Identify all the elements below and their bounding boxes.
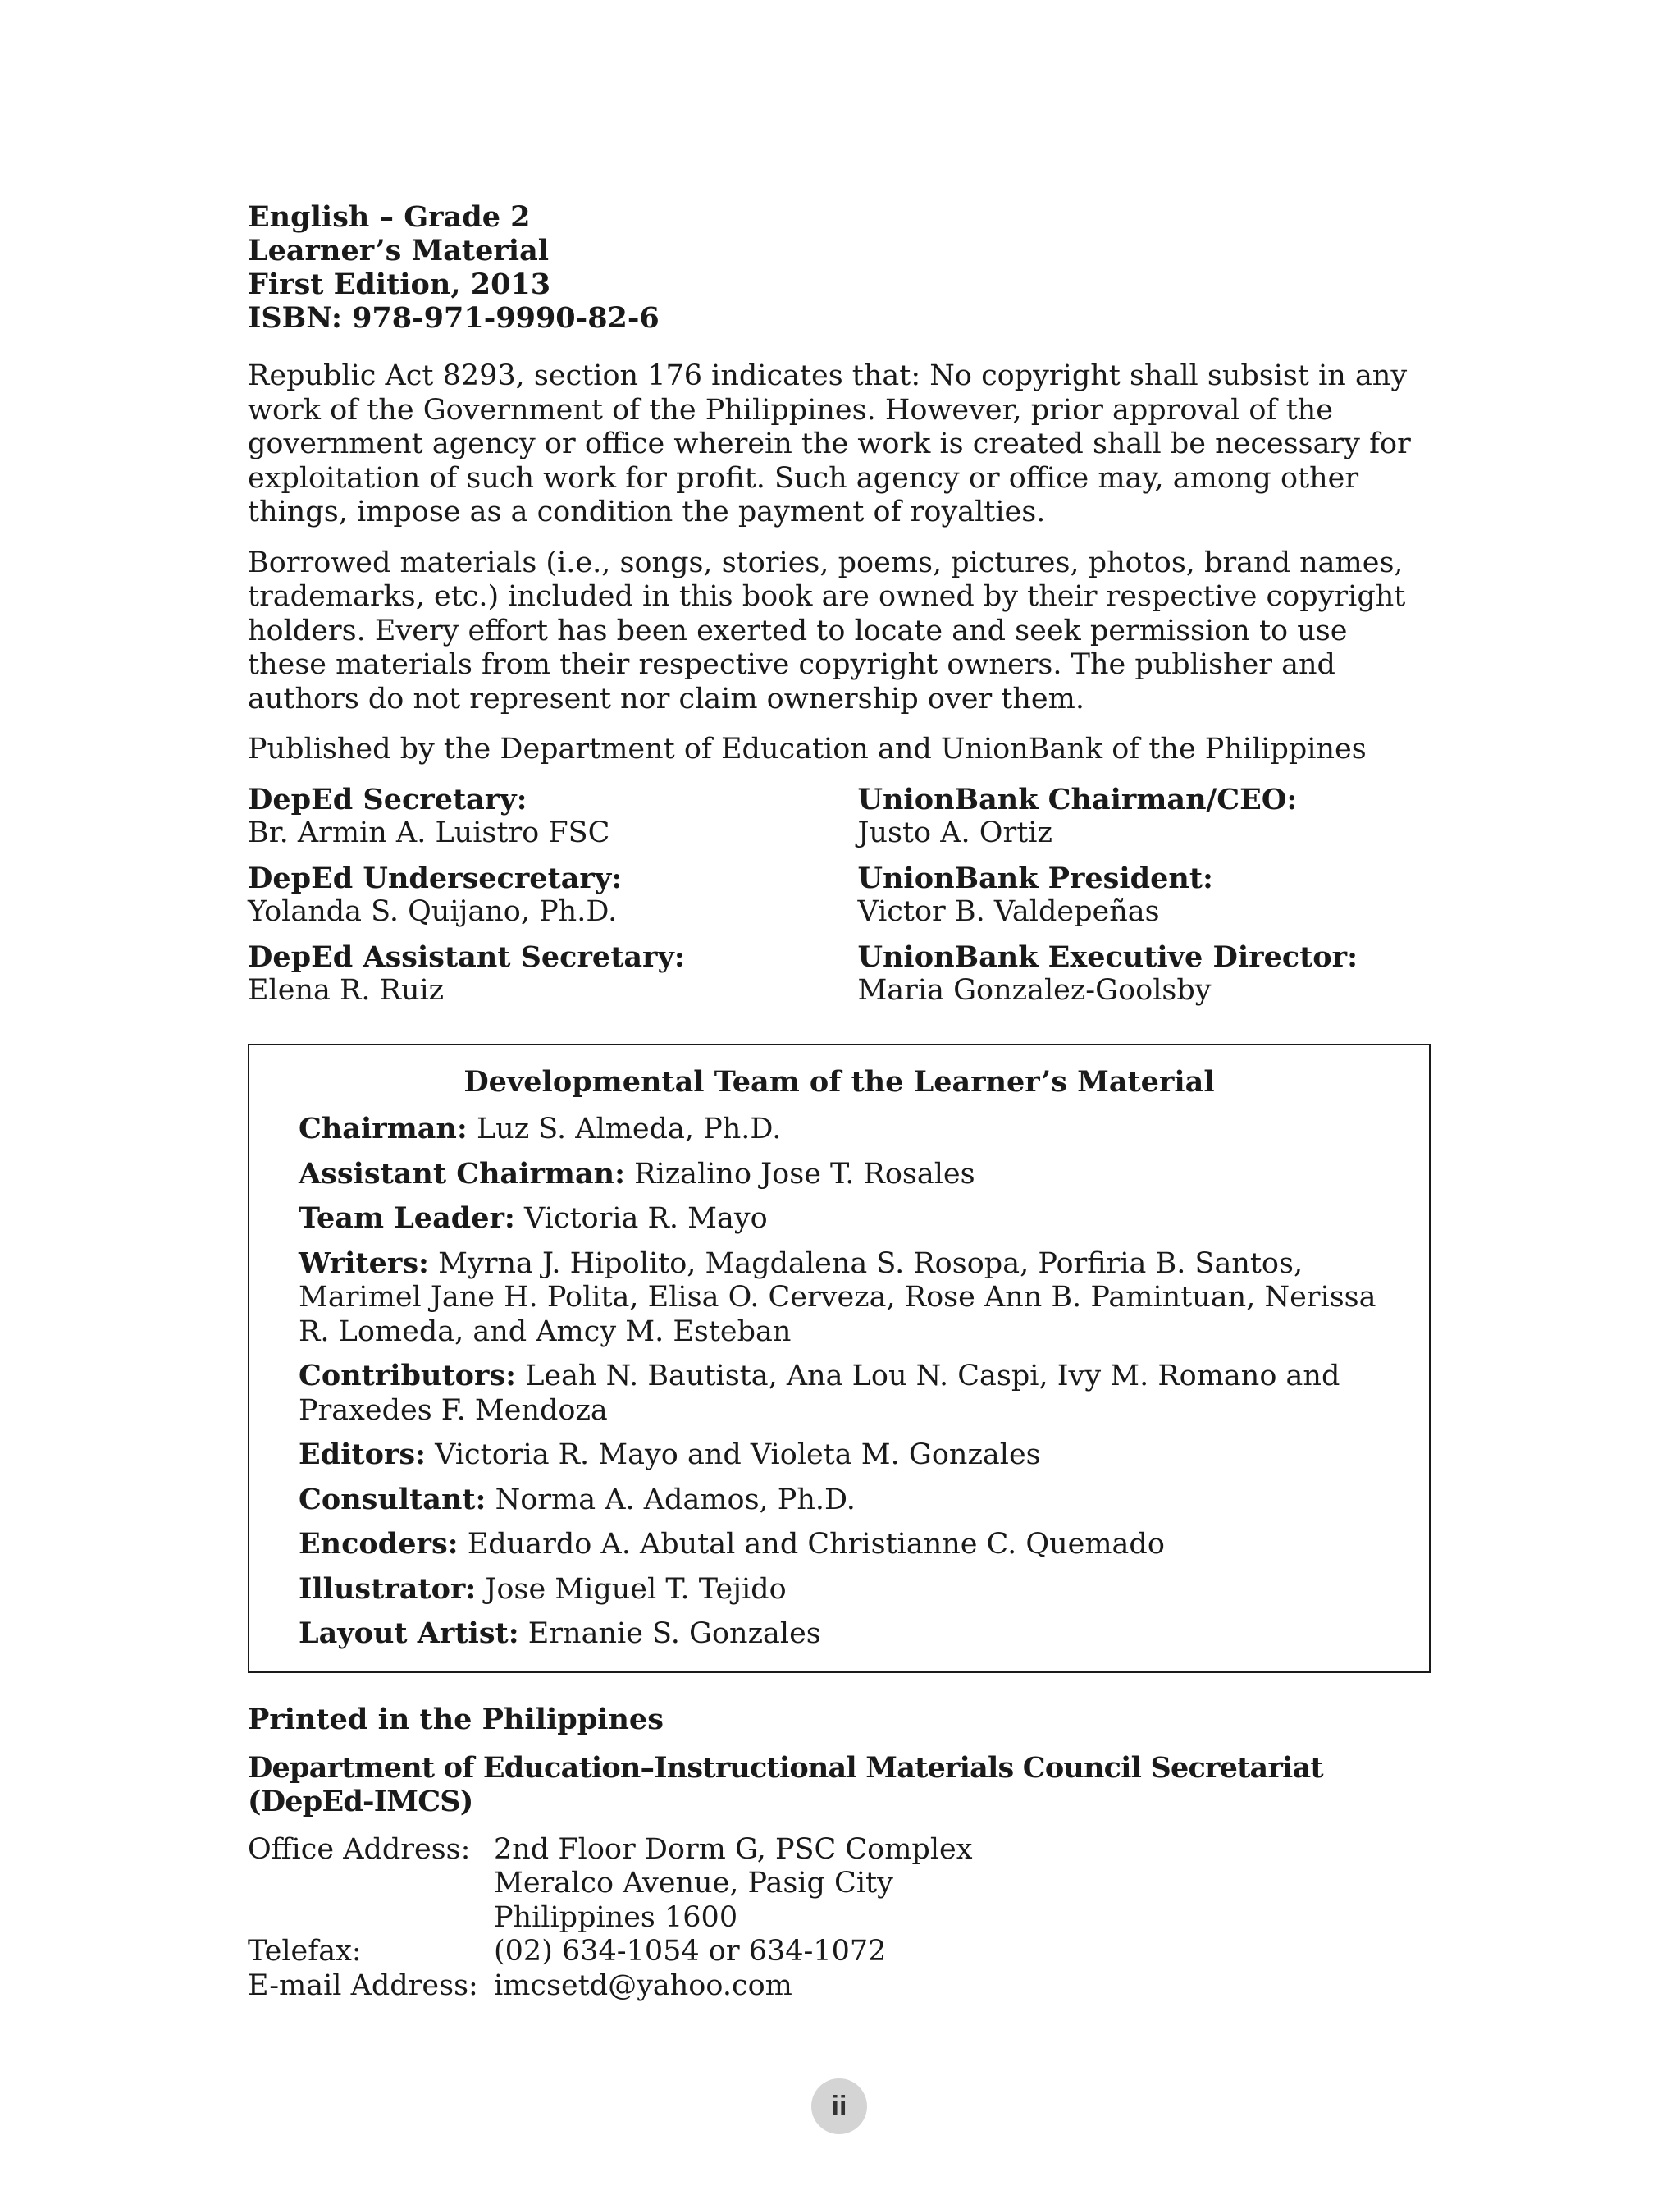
team-role: Consultant:	[299, 1482, 486, 1516]
official-name: Maria Gonzalez-Goolsby	[857, 974, 1212, 1007]
team-member	[299, 1112, 1380, 1147]
page-number-badge: ii	[811, 2078, 867, 2134]
book-info	[248, 200, 1431, 335]
borrowed-materials-paragraph: Borrowed materials (i.e., songs, stories, poems, pictures, photos, brand names, trademarks, etc.) included in this book are owned by their respective copyright holders. Every effort has been exerted to locate and seek permission to use these materials from their respective copyright owners. The publisher and authors do not represent nor claim ownership over them.	[248, 546, 1406, 716]
team-member	[299, 1483, 1380, 1518]
official-role: UnionBank Chairman/CEO:	[857, 783, 1298, 816]
book-edition: First Edition, 2013	[248, 267, 551, 301]
printed-in-line: Printed in the Philippines	[248, 1702, 664, 1736]
team-role: Encoders:	[299, 1527, 459, 1561]
team-member	[299, 1572, 1380, 1607]
team-names: Victoria R. Mayo and Violeta M. Gonzales	[435, 1438, 1041, 1471]
team-names: Myrna J. Hipolito, Magdalena S. Rosopa, Porfiria B. Santos, Marimel Jane H. Polita, Elisa O. Cerveza, Rose Ann B. Pamintuan, Nerissa R. Lomeda, and Amcy M. Esteban	[299, 1246, 1376, 1348]
office-address-row	[248, 1833, 1431, 1936]
officials-list	[248, 783, 1431, 1019]
official-name: Victor B. Valdepeñas	[857, 895, 1160, 928]
official-role: DepEd Undersecretary:	[248, 862, 623, 895]
team-heading: Developmental Team of the Learner’s Material	[463, 1065, 1215, 1099]
imcs-name: Department of Education–Instructional Materials Council Secretariat	[248, 1750, 1323, 1785]
office-address-value	[494, 1833, 972, 1936]
telefax-label: Telefax:	[248, 1935, 362, 1968]
team-member	[299, 1438, 1380, 1473]
office-address-line: 2nd Floor Dorm G, PSC Complex	[494, 1832, 973, 1866]
team-role: Assistant Chairman:	[299, 1156, 626, 1191]
official-entry	[248, 940, 857, 1008]
contact-details	[248, 1833, 1431, 2004]
email-value: imcsetd@yahoo.com	[494, 1968, 792, 2002]
team-role: Layout Artist:	[299, 1616, 519, 1650]
book-type: Learner’s Material	[248, 234, 550, 267]
team-role: Contributors:	[299, 1359, 517, 1392]
unionbank-officials	[857, 783, 1431, 1019]
official-name: Yolanda S. Quijano, Ph.D.	[248, 895, 618, 928]
office-address-line: Meralco Avenue, Pasig City	[494, 1867, 893, 1900]
telefax-row	[248, 1935, 1431, 1969]
team-names: Eduardo A. Abutal and Christianne C. Quemado	[467, 1528, 1165, 1561]
team-role: Chairman:	[299, 1112, 468, 1145]
team-member	[299, 1201, 1380, 1237]
official-name: Elena R. Ruiz	[248, 974, 445, 1007]
team-member	[299, 1246, 1380, 1350]
team-role: Team Leader:	[299, 1201, 515, 1235]
official-role: UnionBank President:	[857, 862, 1213, 895]
team-member	[299, 1527, 1380, 1562]
office-address-line: Philippines 1600	[494, 1900, 738, 1934]
team-names: Ernanie S. Gonzales	[527, 1617, 821, 1650]
team-names: Victoria R. Mayo	[524, 1202, 768, 1235]
book-isbn: ISBN: 978-971-9990-82-6	[248, 301, 660, 335]
official-entry	[248, 862, 857, 929]
team-member	[299, 1616, 1380, 1652]
imcs-abbrev: (DepEd-IMCS)	[248, 1784, 473, 1818]
team-role: Editors:	[299, 1438, 427, 1471]
official-entry	[857, 783, 1431, 850]
development-team-box	[248, 1044, 1431, 1673]
team-names: Leah N. Bautista, Ana Lou N. Caspi, Ivy M. Romano and Praxedes F. Mendoza	[299, 1360, 1340, 1427]
official-role: UnionBank Executive Director:	[857, 940, 1358, 974]
office-address-label: Office Address:	[248, 1832, 471, 1866]
telefax-value: (02) 634-1054 or 634-1072	[494, 1935, 887, 1968]
publisher-line: Published by the Department of Education and UnionBank of the Philippines	[248, 733, 1367, 766]
deped-officials	[248, 783, 857, 1019]
official-role: DepEd Secretary:	[248, 783, 527, 816]
official-entry	[248, 783, 857, 850]
team-names: Rizalino Jose T. Rosales	[634, 1157, 975, 1191]
official-role: DepEd Assistant Secretary:	[248, 940, 685, 974]
copyright-paragraph: Republic Act 8293, section 176 indicates that: No copyright shall subsist in any work of the Government of the Philippines. However, prior approval of the government agency or office wherein the work is created shall be necessary for exploitation of such work for profit. Such agency or office may, among other things, impose as a condition the payment of royalties.	[248, 359, 1411, 528]
official-name: Justo A. Ortiz	[857, 816, 1052, 849]
email-label: E-mail Address:	[248, 1968, 478, 2002]
team-role: Writers:	[299, 1246, 429, 1280]
book-title: English – Grade 2	[248, 200, 531, 234]
copyright-page	[248, 200, 1431, 2003]
team-names: Jose Miguel T. Tejido	[485, 1572, 787, 1606]
imcs-heading	[248, 1751, 1431, 1818]
email-row	[248, 1969, 1431, 2004]
team-member	[299, 1157, 1380, 1192]
team-member	[299, 1359, 1380, 1428]
official-entry	[857, 940, 1431, 1008]
team-names: Norma A. Adamos, Ph.D.	[495, 1483, 856, 1516]
official-entry	[857, 862, 1431, 929]
team-role: Illustrator:	[299, 1571, 477, 1606]
team-names: Luz S. Almeda, Ph.D.	[476, 1113, 782, 1145]
official-name: Br. Armin A. Luistro FSC	[248, 816, 610, 849]
